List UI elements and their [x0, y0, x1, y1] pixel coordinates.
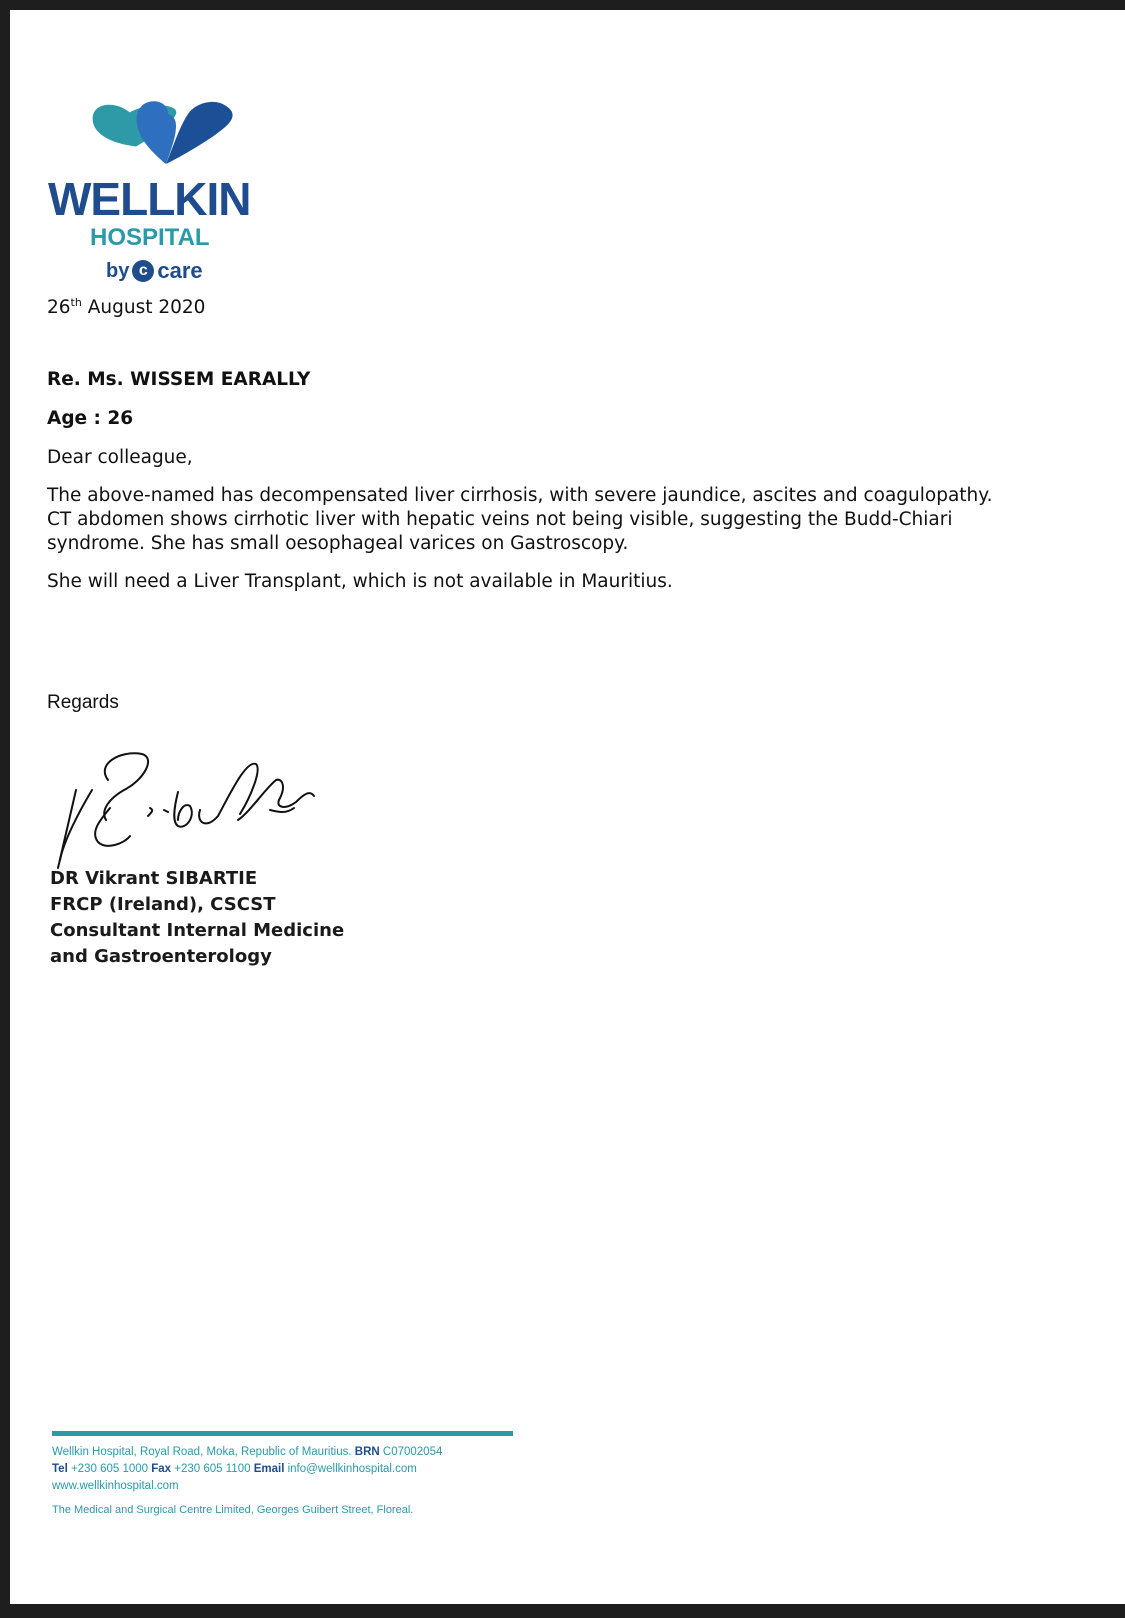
footer-fax-label: Fax	[151, 1463, 172, 1475]
heart-mark-icon	[48, 96, 288, 170]
care-c-icon: c	[132, 260, 154, 282]
footer-contact-line	[52, 1461, 417, 1477]
signatory-block	[50, 866, 344, 970]
footer-fax: +230 605 1100	[174, 1463, 251, 1475]
signatory-title-1: Consultant Internal Medicine	[50, 920, 345, 941]
salutation: Dear colleague,	[47, 447, 193, 468]
footer-divider	[52, 1431, 513, 1436]
logo-brand: care	[157, 258, 203, 283]
logo-wordmark: WELLKIN	[48, 173, 251, 225]
date-month-year: August 2020	[87, 297, 206, 318]
letter-date	[47, 291, 205, 320]
handwritten-signature	[50, 750, 320, 870]
letter-page	[10, 10, 1125, 1604]
date-day: 26	[47, 297, 71, 318]
hospital-logo	[48, 96, 288, 282]
signatory-name: DR Vikrant SIBARTIE	[50, 868, 258, 889]
body-paragraph-1: The above-named has decompensated liver cirrhosis, with severe jaundice, ascites and coagulopathy. CT abdomen shows cirrhotic liver with hepatic veins not being visible, suggesting the Budd-Chiari syndrome. She has small oesophageal varices on Gastroscopy.	[47, 485, 993, 554]
date-suffix: th	[70, 296, 82, 309]
logo-subtitle: HOSPITAL	[90, 224, 210, 251]
footer-address: Wellkin Hospital, Royal Road, Moka, Republic of Mauritius.	[52, 1446, 352, 1458]
age-line: Age : 26	[47, 408, 134, 429]
footer-email[interactable]: info@wellkinhospital.com	[287, 1463, 417, 1475]
footer-brn-label: BRN	[354, 1446, 380, 1458]
re-line: Re. Ms. WISSEM EARALLY	[47, 369, 311, 390]
logo-byline	[106, 260, 288, 282]
body-paragraph-2: She will need a Liver Transplant, which is not available in Mauritius.	[47, 571, 673, 592]
footer-tel-label: Tel	[52, 1463, 68, 1475]
footer-tel: +230 605 1000	[70, 1463, 149, 1475]
footer-brn: C07002054	[382, 1446, 443, 1458]
footer-email-label: Email	[253, 1463, 285, 1475]
footer-address-line	[52, 1444, 442, 1460]
footer-company: The Medical and Surgical Centre Limited, Georges Guibert Street, Floreal.	[52, 1504, 414, 1516]
closing-regards: Regards	[47, 692, 119, 713]
signatory-title-2: and Gastroenterology	[50, 946, 272, 967]
signatory-qualifications: FRCP (Ireland), CSCST	[50, 894, 276, 915]
footer-website[interactable]: www.wellkinhospital.com	[52, 1480, 179, 1492]
logo-by-text: by	[106, 260, 130, 282]
